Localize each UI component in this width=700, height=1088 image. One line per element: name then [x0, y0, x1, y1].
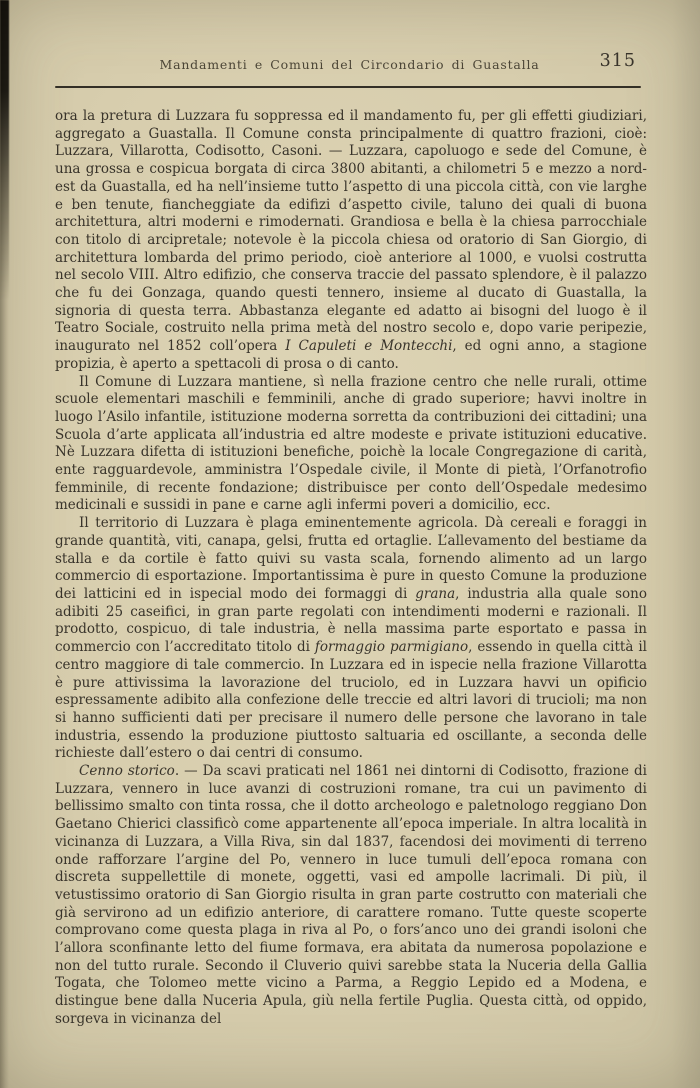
paragraph: [55, 515, 647, 763]
text-run: . — Da scavi praticati nel 1861 nei dintorni di Codisotto, frazione di Luzzara, vennero in luce avanzi di costruzioni romane, tra cui un pavimento di bellissimo smalto con tinta rossa, che il dotto archeologo e paletnologo reggiano Don Gaetano Chierici classificò come appartenente all’epoca imperiale. In altra località in vicinanza di Luzzara, a Villa Riva, sin dal 1837, facendosi dei movimenti di terreno onde rafforzare l’argine del Po, vennero in luce tumuli dell’epoca romana con discreta suppellettile di monete, oggetti, vasi ed ampolle lacrimali. Di più, il vetustissimo oratorio di San Giorgio risulta in gran parte costrutto con materiali che già servirono ad un edifizio anteriore, di carattere romano. Tutte queste scoperte comprovano come questa plaga in riva al Po, o fors’anco uno dei grandi isoloni che l’allora sconfinante letto del fiume formava, era abitata da numerosa popolazione e non del tutto rurale. Secondo il Cluverio quivi sarebbe stata la Nuceria della Gallia Togata, che Tolomeo mette vicino a Parma, a Reggio Lepido ed a Modena, e distingue bene dalla Nuceria Apula, giù nella fertile Puglia. Questa città, od oppido, sorgeva in vicinanza del: [55, 763, 647, 1027]
text-run: Il Comune di Luzzara mantiene, sì nella frazione centro che nelle rurali, ottime scuole elementari maschili e femminili, anche di grado superiore; havvi inoltre in luogo l’Asilo infantile, istituzione moderna sorretta da contribuzioni dei cittadini; una Scuola d’arte applicata all’industria ed altre modeste e private istituzioni educative. Nè Luzzara difetta di istituzioni benefiche, poichè la locale Congregazione di carità, ente ragguardevole, amministra l’Ospedale civile, il Monte di pietà, l’Orfanotrofio femminile, di recente fondazione; distribuisce per conto dell’Ospedale medesimo medicinali e sussidi in pane e carne agli infermi poveri a domicilio, ecc.: [55, 373, 647, 514]
italic-text-run: formaggio parmigiano: [314, 639, 469, 656]
text-run: , essendo in quella città il centro maggiore di tale commercio. In Luzzara ed in ispecie nella frazione Villarotta è pure attivissima la lavorazione del truciolo, ed in Luzzara havvi un opificio espressamente adibito alla confezione delle treccie ed altri lavori di trucioli; ma non si hanno sufficienti dati per precisare il numero delle persone che lavorano in tale industria, essendo la produzione piuttosto saltuaria ed oscillante, a seconda delle richieste dall’estero o dai centri di consumo.: [55, 639, 647, 762]
text-run: , industria alla quale sono adibiti 25 caseifici, in gran parte regolati con intendimenti moderni e razionali. Il prodotto, cospicuo, di tale industria, è nella massima parte esportato e passa in commercio con l’accreditato titolo di: [55, 585, 647, 656]
italic-text-run: grana: [415, 585, 456, 602]
page-left-edge-shadow: [0, 0, 9, 1088]
page-number: 315: [599, 51, 636, 71]
text-run: ora la pretura di Luzzara fu soppressa ed il mandamento fu, per gli effetti giudiziari, aggregato a Guastalla. Il Comune consta principalmente di quattro frazioni, cioè: Luzzara, Villarotta, Codisotto, Casoni. — Luzzara, capoluogo e sede del Comune, è una grossa e cospicua borgata di circa 3800 abitanti, a chilometri 5 e mezzo a nord-est da Guastalla, ed ha nell’insieme tutto l’aspetto di una piccola città, con vie larghe e ben tenute, fiancheggiate da edifizi d’aspetto civile, taluno dei quali di buona architettura, altri moderni e rimodernati. Grandiosa e bella è la chiesa parrocchiale con titolo di arcipretale; notevole è la piccola chiesa od oratorio di San Giorgio, di architettura lombarda del primo periodo, cioè anteriore al 1000, e vuolsi costrutta nel secolo VIII. Altro edifizio, che conserva traccie del passato splendore, è il palazzo che fu dei Gonzaga, quando questi tennero, insieme al ducato di Guastalla, la signoria di questa terra. Abbastanza elegante ed adatto ai bisogni del luogo è il Teatro Sociale, costruito nella prima metà del nostro secolo e, dopo varie peripezie, inaugurato nel 1852 coll’opera: [55, 108, 647, 355]
body-text: [55, 108, 647, 1029]
page-header: [55, 0, 644, 86]
paragraph: [55, 763, 647, 1029]
binding-shadow: [0, 0, 9, 300]
header-rule: [55, 86, 641, 88]
paragraph: [55, 108, 647, 374]
italic-text-run: I Capuleti e Montecchi: [285, 338, 453, 355]
text-run: Il territorio di Luzzara è plaga eminentemente agricola. Dà cereali e foraggi in grande quantità, viti, canapa, gelsi, frutta ed ortaglie. L’allevamento del bestiame da stalla e da cortile è fatto quivi su vasta scala, fornendo alimento ad un largo commercio di esportazione. Importantissima è pure in questo Comune la produzione dei latticini ed in ispecial modo dei formaggi di: [55, 515, 647, 602]
running-title: Mandamenti e Comuni del Circondario di Guastalla: [159, 57, 540, 72]
text-run: , ed ogni anno, a stagione propizia, è aperto a spettacoli di prosa o di canto.: [55, 338, 647, 372]
paragraph: [55, 374, 647, 516]
italic-text-run: Cenno storico: [79, 763, 175, 780]
